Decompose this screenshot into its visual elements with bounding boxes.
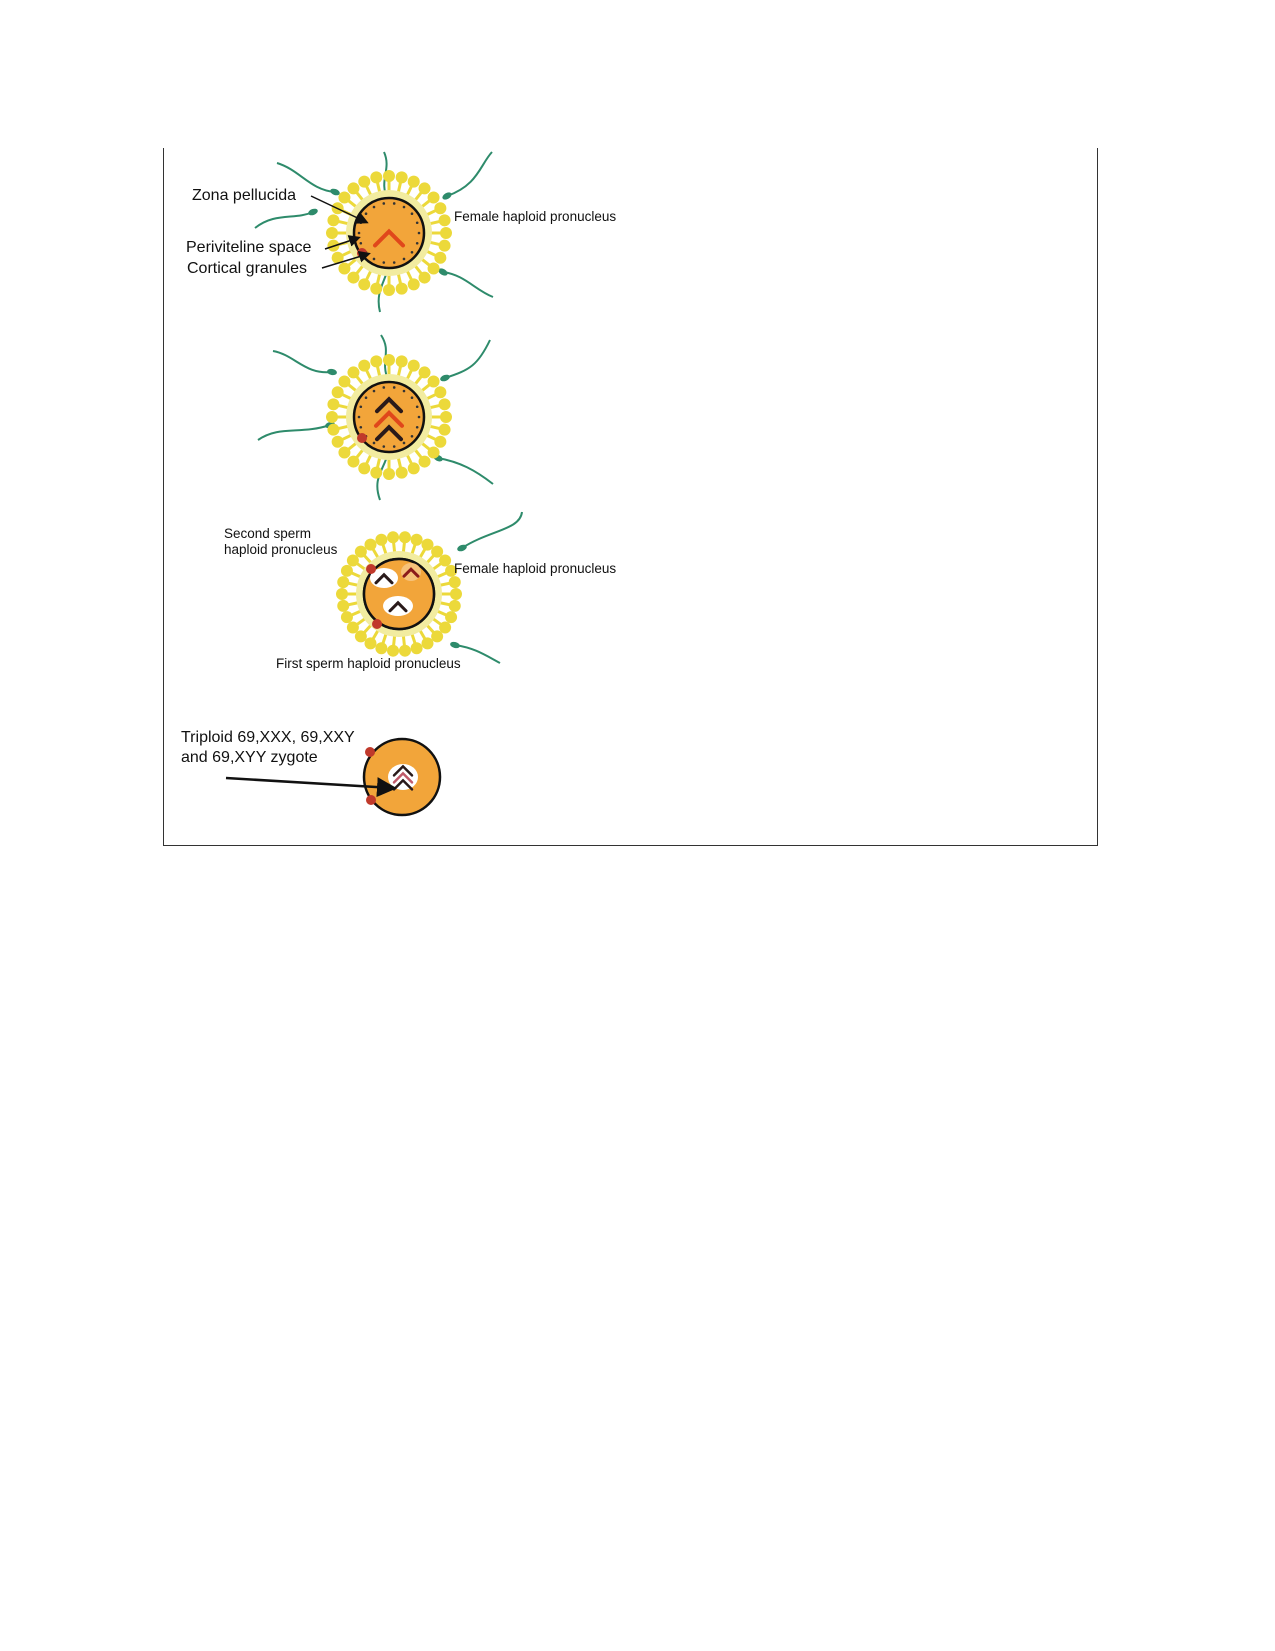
cortical-granule xyxy=(411,212,414,215)
corona-cell-stalk xyxy=(348,603,358,605)
corona-cell xyxy=(422,539,434,551)
corona-cell xyxy=(370,467,382,479)
cortical-granules-label: Cortical granules xyxy=(187,260,308,277)
corona-cell-stalk xyxy=(357,192,363,200)
corona-cell xyxy=(396,467,408,479)
periviteline-space-label: Periviteline space xyxy=(186,239,312,256)
corona-cell xyxy=(336,588,348,600)
corona-cell-stalk xyxy=(338,221,348,223)
corona-cell xyxy=(434,252,446,264)
corona-cell xyxy=(338,263,350,275)
female-pronucleus-label-3: Female haploid pronucleus xyxy=(454,561,617,576)
corona-cell xyxy=(419,272,431,284)
corona-cell xyxy=(428,447,440,459)
corona-cell-stalk xyxy=(351,573,360,577)
cortical-granule xyxy=(360,405,363,408)
cortical-granule xyxy=(403,442,406,445)
corona-cell xyxy=(408,176,420,188)
corona-cell xyxy=(434,386,446,398)
cortical-granule xyxy=(416,221,419,224)
corona-cell-stalk xyxy=(342,251,351,255)
cortical-granule xyxy=(393,202,396,205)
corona-cell xyxy=(422,637,434,649)
corona-cell xyxy=(383,354,395,366)
cortical-granule xyxy=(418,232,421,235)
female-pronucleus-label-1: Female haploid pronucleus xyxy=(454,209,617,224)
corona-cell-stalk xyxy=(348,443,356,449)
corona-cell xyxy=(326,411,338,423)
corona-cell xyxy=(428,191,440,203)
corona-cell xyxy=(375,534,387,546)
second-sperm-label-line1: Second sperm xyxy=(224,526,312,541)
corona-cell-stalk xyxy=(342,394,351,398)
sperm-tail xyxy=(255,212,313,228)
corona-cell xyxy=(338,191,350,203)
corona-cell-stalk xyxy=(338,405,348,407)
cortical-granule xyxy=(373,258,376,261)
corona-cell-stalk xyxy=(412,634,415,644)
corona-cell-stalk xyxy=(377,182,379,192)
corona-cell xyxy=(439,554,451,566)
corona-cell-stalk xyxy=(430,221,440,223)
corona-cell-stalk xyxy=(427,251,436,255)
corona-cell-stalk xyxy=(383,545,386,555)
corona-cell xyxy=(327,214,339,226)
corona-cell-stalk xyxy=(348,385,356,391)
corona-cell-stalk xyxy=(366,370,370,379)
corona-cell xyxy=(332,386,344,398)
corona-cell xyxy=(337,576,349,588)
corona-cell xyxy=(347,366,359,378)
corona-cell-stalk xyxy=(364,625,371,632)
cortical-granule xyxy=(416,242,419,245)
corona-cell xyxy=(347,622,359,634)
corona-cell-stalk xyxy=(351,611,360,615)
corona-cell-stalk xyxy=(398,366,400,376)
corona-cell-stalk xyxy=(357,563,365,569)
corona-cell-stalk xyxy=(398,274,400,284)
cortical-granule xyxy=(418,416,421,419)
cortical-granule xyxy=(382,445,385,448)
corona-cell-stalk xyxy=(437,611,446,615)
cortical-granule xyxy=(403,390,406,393)
corona-cell-stalk xyxy=(415,376,421,384)
corona-cell-stalk xyxy=(437,573,446,577)
corona-cell xyxy=(358,360,370,372)
cortical-granule xyxy=(360,426,363,429)
corona-cell-stalk xyxy=(440,583,450,585)
corona-cell xyxy=(399,645,411,657)
corona-cell-stalk xyxy=(407,455,411,464)
granule-cluster xyxy=(372,619,382,629)
cortical-granule xyxy=(393,386,396,389)
corona-cell-stalk xyxy=(357,450,363,458)
sperm-head xyxy=(441,191,453,201)
sperm-head xyxy=(327,368,338,376)
corona-cell xyxy=(411,534,423,546)
corona-cell xyxy=(337,600,349,612)
corona-cell-stalk xyxy=(403,636,404,646)
corona-cell xyxy=(387,531,399,543)
sperm-tail xyxy=(438,458,493,484)
cortical-granule xyxy=(365,212,368,215)
first-sperm-pronucleus-label: First sperm haploid pronucleus xyxy=(276,656,461,671)
corona-cell xyxy=(365,637,377,649)
corona-cell xyxy=(396,171,408,183)
corona-cell-stalk xyxy=(422,259,430,265)
sperm-head xyxy=(439,373,450,382)
corona-cell xyxy=(428,263,440,275)
egg-stage-1 xyxy=(255,152,493,312)
sperm-tail xyxy=(273,351,332,372)
corona-cell-stalk xyxy=(427,435,436,439)
corona-cell-stalk xyxy=(420,630,425,639)
sperm-tail xyxy=(443,272,493,297)
corona-cell-stalk xyxy=(430,405,440,407)
corona-cell-stalk xyxy=(427,394,436,398)
corona-cell-stalk xyxy=(412,545,415,555)
corona-cell xyxy=(396,283,408,295)
cortical-granule xyxy=(365,396,368,399)
corona-cell xyxy=(370,171,382,183)
granule-cluster xyxy=(366,795,376,805)
corona-cell xyxy=(434,436,446,448)
corona-cell-stalk xyxy=(430,426,440,428)
corona-cell-stalk xyxy=(383,634,386,644)
corona-cell xyxy=(440,411,452,423)
corona-cell-stalk xyxy=(342,435,351,439)
corona-cell-stalk xyxy=(366,271,370,280)
sperm-head xyxy=(449,641,460,649)
corona-cell xyxy=(355,546,367,558)
cortical-granule xyxy=(411,396,414,399)
corona-cell-stalk xyxy=(348,583,358,585)
cortical-granule xyxy=(416,405,419,408)
egg-stage-2 xyxy=(258,335,493,500)
corona-cell-stalk xyxy=(357,266,363,274)
sperm-tail xyxy=(455,645,500,663)
cortical-granule xyxy=(360,242,363,245)
corona-cell-stalk xyxy=(420,549,425,558)
corona-cell-stalk xyxy=(394,542,395,552)
corona-cell xyxy=(370,283,382,295)
corona-cell-stalk xyxy=(377,274,379,284)
first-sperm-pronucleus xyxy=(383,596,413,616)
corona-cell-stalk xyxy=(415,450,421,458)
sperm-tail xyxy=(445,340,490,378)
female-pronucleus xyxy=(401,563,421,581)
corona-cell xyxy=(419,366,431,378)
sperm-tail xyxy=(258,425,330,440)
corona-cell-stalk xyxy=(403,542,404,552)
corona-cell xyxy=(326,227,338,239)
cortical-granule xyxy=(403,206,406,209)
corona-cell xyxy=(383,284,395,296)
egg-stage-3 xyxy=(336,512,522,663)
corona-cell xyxy=(439,240,451,252)
corona-cell xyxy=(450,588,462,600)
zygote-label-line1: Triploid 69,XXX, 69,XXY xyxy=(181,729,355,746)
corona-cell xyxy=(327,424,339,436)
corona-cell-stalk xyxy=(422,385,430,391)
corona-cell-stalk xyxy=(364,555,371,562)
granule-cluster xyxy=(357,433,367,443)
corona-cell xyxy=(383,468,395,480)
corona-cell xyxy=(358,278,370,290)
corona-cell xyxy=(387,645,399,657)
corona-cell-stalk xyxy=(433,563,441,569)
corona-cell xyxy=(419,456,431,468)
sperm-head xyxy=(307,207,318,216)
cortical-granule xyxy=(373,390,376,393)
corona-cell xyxy=(341,611,353,623)
corona-cell xyxy=(347,182,359,194)
corona-cell xyxy=(439,214,451,226)
corona-cell-stalk xyxy=(430,242,440,244)
cortical-granule xyxy=(373,442,376,445)
corona-cell xyxy=(347,456,359,468)
corona-cell xyxy=(428,375,440,387)
corona-cell-stalk xyxy=(366,186,370,195)
corona-cell-stalk xyxy=(407,271,411,280)
cortical-granule xyxy=(382,386,385,389)
corona-cell xyxy=(411,642,423,654)
corona-cell xyxy=(383,170,395,182)
corona-cell-stalk xyxy=(407,370,411,379)
cortical-granule xyxy=(358,416,361,419)
corona-cell-stalk xyxy=(357,619,365,625)
corona-cell-stalk xyxy=(398,182,400,192)
corona-cell xyxy=(434,202,446,214)
corona-cell xyxy=(332,436,344,448)
corona-cell xyxy=(375,642,387,654)
corona-cell xyxy=(399,531,411,543)
sperm-tail xyxy=(462,512,522,548)
cortical-granule xyxy=(411,435,414,438)
corona-cell-stalk xyxy=(348,201,356,207)
corona-cell xyxy=(449,600,461,612)
corona-cell-stalk xyxy=(373,630,378,639)
corona-cell-stalk xyxy=(433,619,441,625)
corona-cell-stalk xyxy=(415,192,421,200)
corona-cell xyxy=(338,375,350,387)
corona-cell-stalk xyxy=(427,210,436,214)
granule-cluster xyxy=(366,564,376,574)
corona-cell xyxy=(408,462,420,474)
corona-cell-stalk xyxy=(377,366,379,376)
cortical-granule xyxy=(358,232,361,235)
corona-cell-stalk xyxy=(427,625,434,632)
cortical-granule xyxy=(393,445,396,448)
corona-cell-stalk xyxy=(422,201,430,207)
corona-cell xyxy=(341,565,353,577)
corona-cell-stalk xyxy=(377,458,379,468)
zygote xyxy=(364,739,440,815)
corona-cell-stalk xyxy=(415,266,421,274)
cortical-granule xyxy=(373,206,376,209)
corona-cell xyxy=(338,447,350,459)
corona-cell xyxy=(365,539,377,551)
corona-cell xyxy=(370,355,382,367)
cortical-granule xyxy=(393,261,396,264)
corona-cell xyxy=(358,462,370,474)
corona-cell-stalk xyxy=(394,636,395,646)
granule-cluster xyxy=(365,747,375,757)
cortical-granule xyxy=(411,251,414,254)
corona-cell xyxy=(358,176,370,188)
corona-cell xyxy=(396,355,408,367)
corona-cell xyxy=(327,398,339,410)
corona-cell xyxy=(439,424,451,436)
corona-cell xyxy=(347,272,359,284)
zona-pellucida-label: Zona pellucida xyxy=(192,187,297,204)
corona-cell-stalk xyxy=(366,455,370,464)
corona-cell xyxy=(449,576,461,588)
corona-cell-stalk xyxy=(422,443,430,449)
cortical-granule xyxy=(382,202,385,205)
corona-cell-stalk xyxy=(427,555,434,562)
corona-cell-stalk xyxy=(398,458,400,468)
corona-cell xyxy=(408,360,420,372)
corona-cell-stalk xyxy=(440,603,450,605)
corona-cell xyxy=(440,227,452,239)
corona-cell-stalk xyxy=(338,426,348,428)
corona-cell-stalk xyxy=(407,186,411,195)
corona-cell xyxy=(439,398,451,410)
corona-cell xyxy=(445,611,457,623)
sperm-tail xyxy=(447,152,492,196)
corona-cell-stalk xyxy=(357,376,363,384)
cortical-granule xyxy=(416,426,419,429)
zygote-label-line2: and 69,XYY zygote xyxy=(181,749,318,766)
cortical-granule xyxy=(403,258,406,261)
second-sperm-label-line2: haploid pronucleus xyxy=(224,542,338,557)
corona-cell-stalk xyxy=(373,549,378,558)
cortical-granule xyxy=(382,261,385,264)
corona-cell xyxy=(419,182,431,194)
corona-cell xyxy=(408,278,420,290)
cortical-granule xyxy=(360,221,363,224)
corona-cell xyxy=(431,630,443,642)
